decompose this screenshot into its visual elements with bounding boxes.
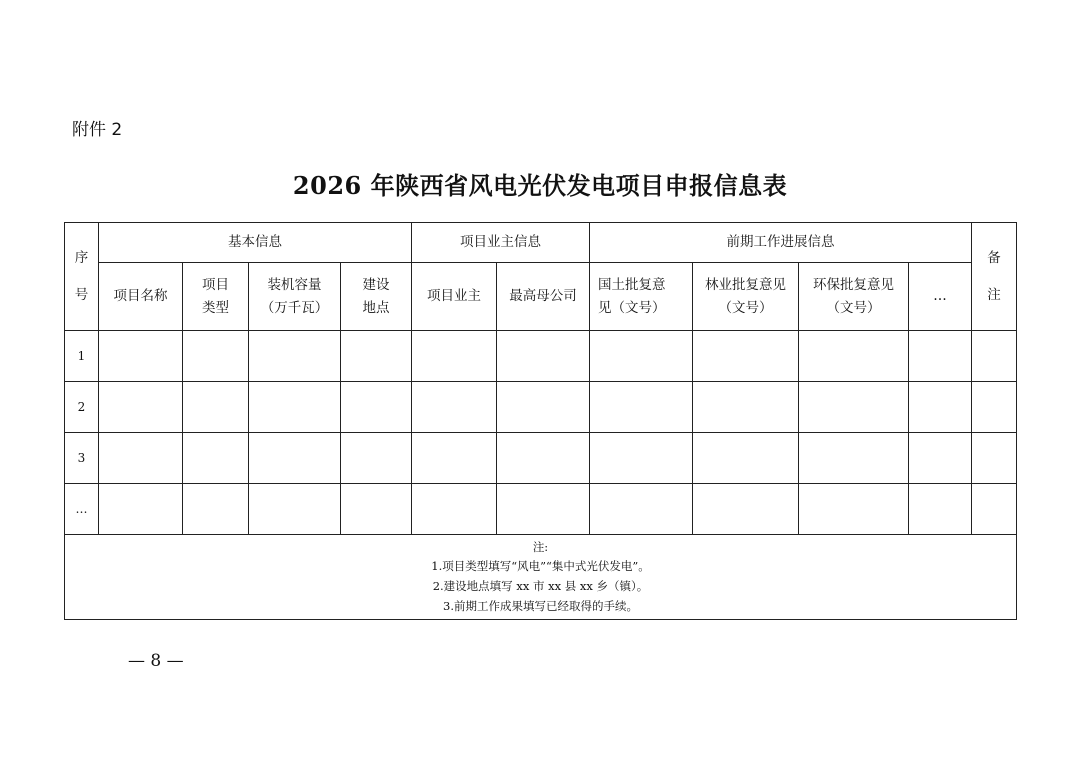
- table-cell: [972, 382, 1017, 433]
- index-header-top: 序: [74, 249, 89, 266]
- project-type-header-line2: 类型: [202, 299, 229, 316]
- table-cell: [249, 433, 341, 484]
- table-cell: [249, 331, 341, 382]
- table-cell: [412, 331, 497, 382]
- forest-approval-header-line1: 林业批复意见: [705, 276, 786, 293]
- table-cell: [497, 331, 590, 382]
- index-header-bottom: 号: [74, 286, 89, 303]
- attachment-label: 附件 2: [72, 120, 123, 140]
- table-cell: [99, 331, 183, 382]
- table-row: [65, 331, 1017, 382]
- location-header-line2: 地点: [362, 299, 390, 316]
- capacity-header-line1: 装机容量: [267, 276, 322, 293]
- note-item: 3.前期工作成果填写已经取得的手续。: [443, 598, 638, 613]
- more-columns-header: …: [909, 263, 972, 331]
- table-cell: [909, 382, 972, 433]
- table-cell: [799, 433, 909, 484]
- table-cell: [590, 484, 693, 535]
- table-cell: [183, 382, 249, 433]
- table-row: [65, 382, 1017, 433]
- table-cell: [590, 433, 693, 484]
- table-cell: [693, 331, 799, 382]
- table-cell: [341, 382, 412, 433]
- table-cell: [341, 484, 412, 535]
- remark-header-bottom: 注: [987, 286, 1001, 303]
- table-cell: [99, 433, 183, 484]
- table-cell: [972, 433, 1017, 484]
- table-cell: [799, 331, 909, 382]
- group-progress-info: 前期工作进展信息: [590, 223, 972, 263]
- document-title: 2026 年陕西省风电光伏发电项目申报信息表: [292, 171, 788, 200]
- table-cell: [590, 382, 693, 433]
- group-basic-info: 基本信息: [99, 223, 412, 263]
- project-type-header: [183, 263, 249, 331]
- land-approval-header-line2: 见（文号）: [598, 299, 666, 316]
- header-row-columns: [65, 263, 1017, 331]
- location-header: [341, 263, 412, 331]
- table-cell: [693, 484, 799, 535]
- capacity-header: [249, 263, 341, 331]
- table-cell: [412, 433, 497, 484]
- parent-company-header: 最高母公司: [497, 263, 590, 331]
- row-index: 3: [65, 433, 99, 484]
- table-cell: [183, 331, 249, 382]
- table-cell: [341, 331, 412, 382]
- table-cell: [909, 433, 972, 484]
- land-approval-header-line1: 国土批复意: [598, 276, 666, 293]
- forest-approval-header-line2: （文号）: [718, 299, 773, 316]
- note-item: 1.项目类型填写“风电”“集中式光伏发电”。: [431, 559, 650, 574]
- header-row-groups: [65, 223, 1017, 263]
- table-cell: [497, 484, 590, 535]
- land-approval-header: [590, 263, 693, 331]
- row-index: …: [65, 484, 99, 535]
- env-approval-header-line2: （文号）: [826, 299, 881, 316]
- note-item: 2.建设地点填写 xx 市 xx 县 xx 乡（镇）。: [432, 579, 649, 593]
- project-name-header: 项目名称: [99, 263, 183, 331]
- notes-cell: [65, 535, 1017, 620]
- capacity-header-line2: （万千瓦）: [260, 299, 329, 316]
- table-cell: [909, 331, 972, 382]
- row-index: 1: [65, 331, 99, 382]
- table-cell: [249, 484, 341, 535]
- table-row: [65, 484, 1017, 535]
- table-row: [65, 433, 1017, 484]
- table-cell: [972, 484, 1017, 535]
- row-index: 2: [65, 382, 99, 433]
- index-header: [65, 223, 99, 331]
- notes-row: [65, 535, 1017, 620]
- table-cell: [183, 433, 249, 484]
- page-number: — 8 —: [128, 651, 184, 671]
- env-approval-header: [799, 263, 909, 331]
- declaration-table: [64, 222, 1017, 620]
- table-cell: [99, 382, 183, 433]
- table-cell: [799, 382, 909, 433]
- table-cell: [99, 484, 183, 535]
- table-cell: [693, 433, 799, 484]
- owner-header: 项目业主: [412, 263, 497, 331]
- table-cell: [972, 331, 1017, 382]
- table-cell: [909, 484, 972, 535]
- remark-header-top: 备: [987, 249, 1001, 266]
- env-approval-header-line1: 环保批复意见: [813, 276, 894, 293]
- table-cell: [341, 433, 412, 484]
- project-type-header-line1: 项目: [202, 276, 229, 293]
- table-cell: [693, 382, 799, 433]
- table-cell: [497, 382, 590, 433]
- location-header-line1: 建设: [362, 276, 390, 293]
- notes-heading: 注:: [532, 539, 549, 554]
- table-cell: [412, 382, 497, 433]
- table-cell: [590, 331, 693, 382]
- remark-header: [972, 223, 1017, 331]
- forest-approval-header: [693, 263, 799, 331]
- table-cell: [183, 484, 249, 535]
- table-cell: [497, 433, 590, 484]
- table-cell: [249, 382, 341, 433]
- group-owner-info: 项目业主信息: [412, 223, 590, 263]
- table-cell: [412, 484, 497, 535]
- table-cell: [799, 484, 909, 535]
